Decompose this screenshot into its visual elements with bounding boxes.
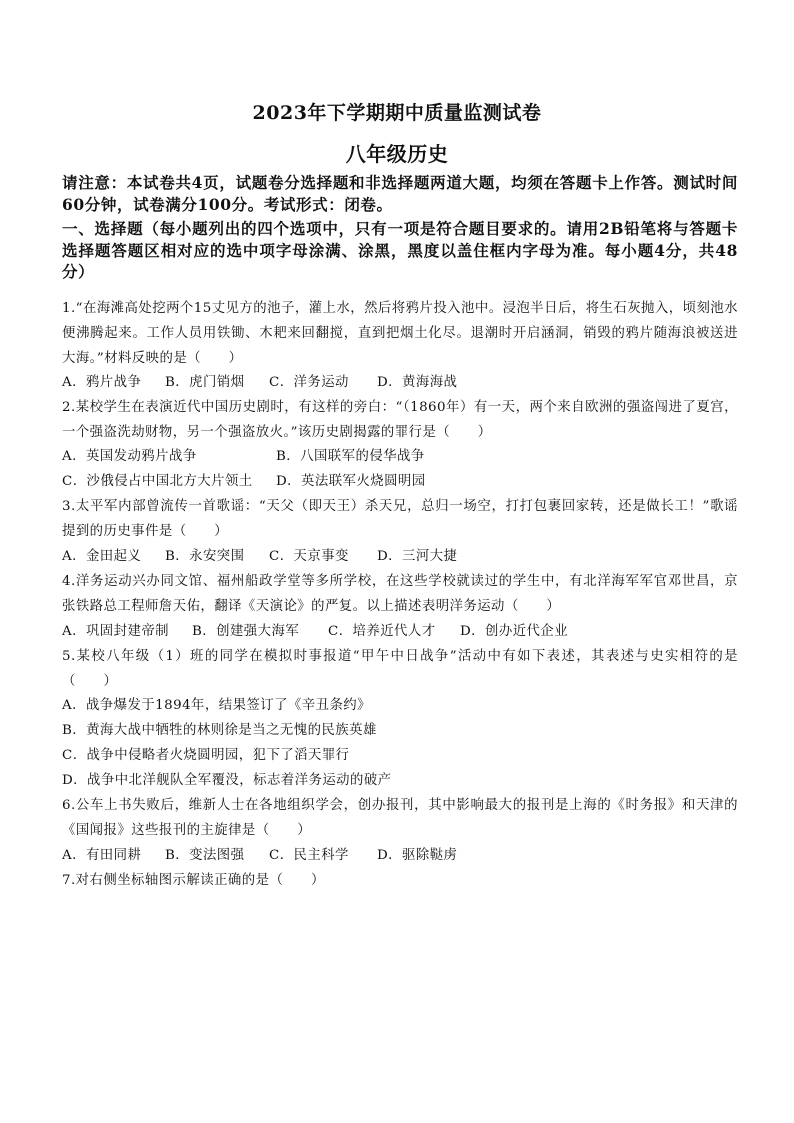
q1-option-c: C．洋务运动 [269, 375, 349, 390]
question-5-option-b-row [62, 718, 738, 743]
q5-option-a: A．战争爆发于1894年，结果签订了《辛丑条约》 [62, 698, 371, 713]
q5-option-b: B．黄海大战中牺牲的林则徐是当之无愧的民族英雄 [62, 723, 377, 738]
q1-option-b: B．虎门销烟 [165, 375, 245, 390]
q4-option-b: B．创建强大海军 [192, 624, 300, 639]
question-3-stem: 3.太平军内部曾流传一首歌谣：“天父（即天王）杀天兄，总归一场空，打打包裹回家转，还是做长工！”歌谣提到的历史事件是（ ） [62, 499, 738, 539]
q4-option-a: A．巩固封建帝制 [62, 624, 170, 639]
q6-option-a: A．有田同耕 [62, 848, 142, 863]
q5-option-c: C．战争中侵略者火烧圆明园，犯下了滔天罪行 [62, 748, 350, 763]
exam-subtitle: 八年级历史 [345, 142, 449, 166]
q2-option-d: D．英法联军火烧圆明园 [276, 474, 426, 489]
question-6-stem: 6.公车上书失败后，维新人士在各地组织学会，创办报刊，其中影响最大的报刊是上海的《时务报》和天津的《国闻报》这些报刊的主旋律是（ ） [62, 798, 738, 838]
q3-option-d: D．三河大捷 [377, 549, 458, 564]
question-1-options [62, 370, 738, 395]
q2-option-a: A．英国发动鸦片战争 [62, 449, 197, 464]
q1-option-d: D．黄海海战 [377, 375, 458, 390]
section-heading: 一、选择题（每小题列出的四个选项中，只有一项是符合题目要求的。请用2B铅笔将与答题卡选择题答题区相对应的选中项字母涂满、涂黑，黑度以盖住框内字母为准。每小题4分，共48分） [62, 219, 738, 281]
question-2-options-row2 [62, 469, 738, 494]
q5-option-d: D．战争中北洋舰队全军覆没，标志着洋务运动的破产 [62, 773, 392, 788]
question-5-option-c-row [62, 743, 738, 768]
question-4-stem: 4.洋务运动兴办同文馆、福州船政学堂等多所学校，在这些学校就读过的学生中，有北洋海军军官邓世昌，京张铁路总工程师詹天佑，翻译《天演论》的严复。以上描述表明洋务运动（ ） [62, 574, 738, 614]
question-2-options-row1 [62, 444, 738, 469]
exam-notice: 请注意：本试卷共4页，试题卷分选择题和非选择题两道大题，均须在答题卡上作答。测试时间60分钟，试卷满分100分。考试形式：闭卷。 [62, 173, 738, 214]
question-6-options [62, 843, 738, 868]
q2-option-c: C．沙俄侵占中国北方大片领土 [62, 474, 253, 489]
question-4-options [62, 619, 738, 644]
q2-option-b: B．八国联军的侵华战争 [276, 449, 425, 464]
q6-option-b: B．变法图强 [165, 848, 245, 863]
exam-title: 2023年下学期期中质量监测试卷 [252, 102, 542, 124]
q3-option-c: C．天京事变 [269, 549, 349, 564]
q6-option-c: C．民主科学 [269, 848, 349, 863]
q4-option-d: D．创办近代企业 [460, 624, 569, 639]
q3-option-b: B．永安突围 [165, 549, 245, 564]
q6-option-d: D．驱除鞑虏 [377, 848, 458, 863]
question-5-option-a-row [62, 693, 738, 718]
question-2-stem: 2.某校学生在表演近代中国历史剧时，有这样的旁白：“（1860年）有一天，两个来自欧洲的强盗闯进了夏宫，一个强盗洗劫财物，另一个强盗放火。”该历史剧揭露的罪行是（ ） [62, 400, 738, 440]
q3-option-a: A．金田起义 [62, 549, 142, 564]
question-1-stem: 1.“在海滩高处挖两个15丈见方的池子，灌上水，然后将鸦片投入池中。浸泡半日后，将生石灰抛入，顷刻池水便沸腾起来。工作人员用铁锄、木耙来回翻搅，直到把烟土化尽。退潮时开启涵洞，销毁的鸦片随海浪被送进大海。”材料反映的是（ ） [62, 301, 738, 366]
question-5-stem: 5.某校八年级（1）班的同学在模拟时事报道“甲午中日战争”活动中有如下表述，其表述与史实相符的是（ ） [62, 649, 738, 689]
q4-option-c: C．培养近代人才 [328, 624, 436, 639]
question-5-option-d-row [62, 768, 738, 793]
question-3-options [62, 544, 738, 569]
question-7-stem: 7.对右侧坐标轴图示解读正确的是（ ） [62, 873, 325, 888]
q1-option-a: A．鸦片战争 [62, 375, 142, 390]
